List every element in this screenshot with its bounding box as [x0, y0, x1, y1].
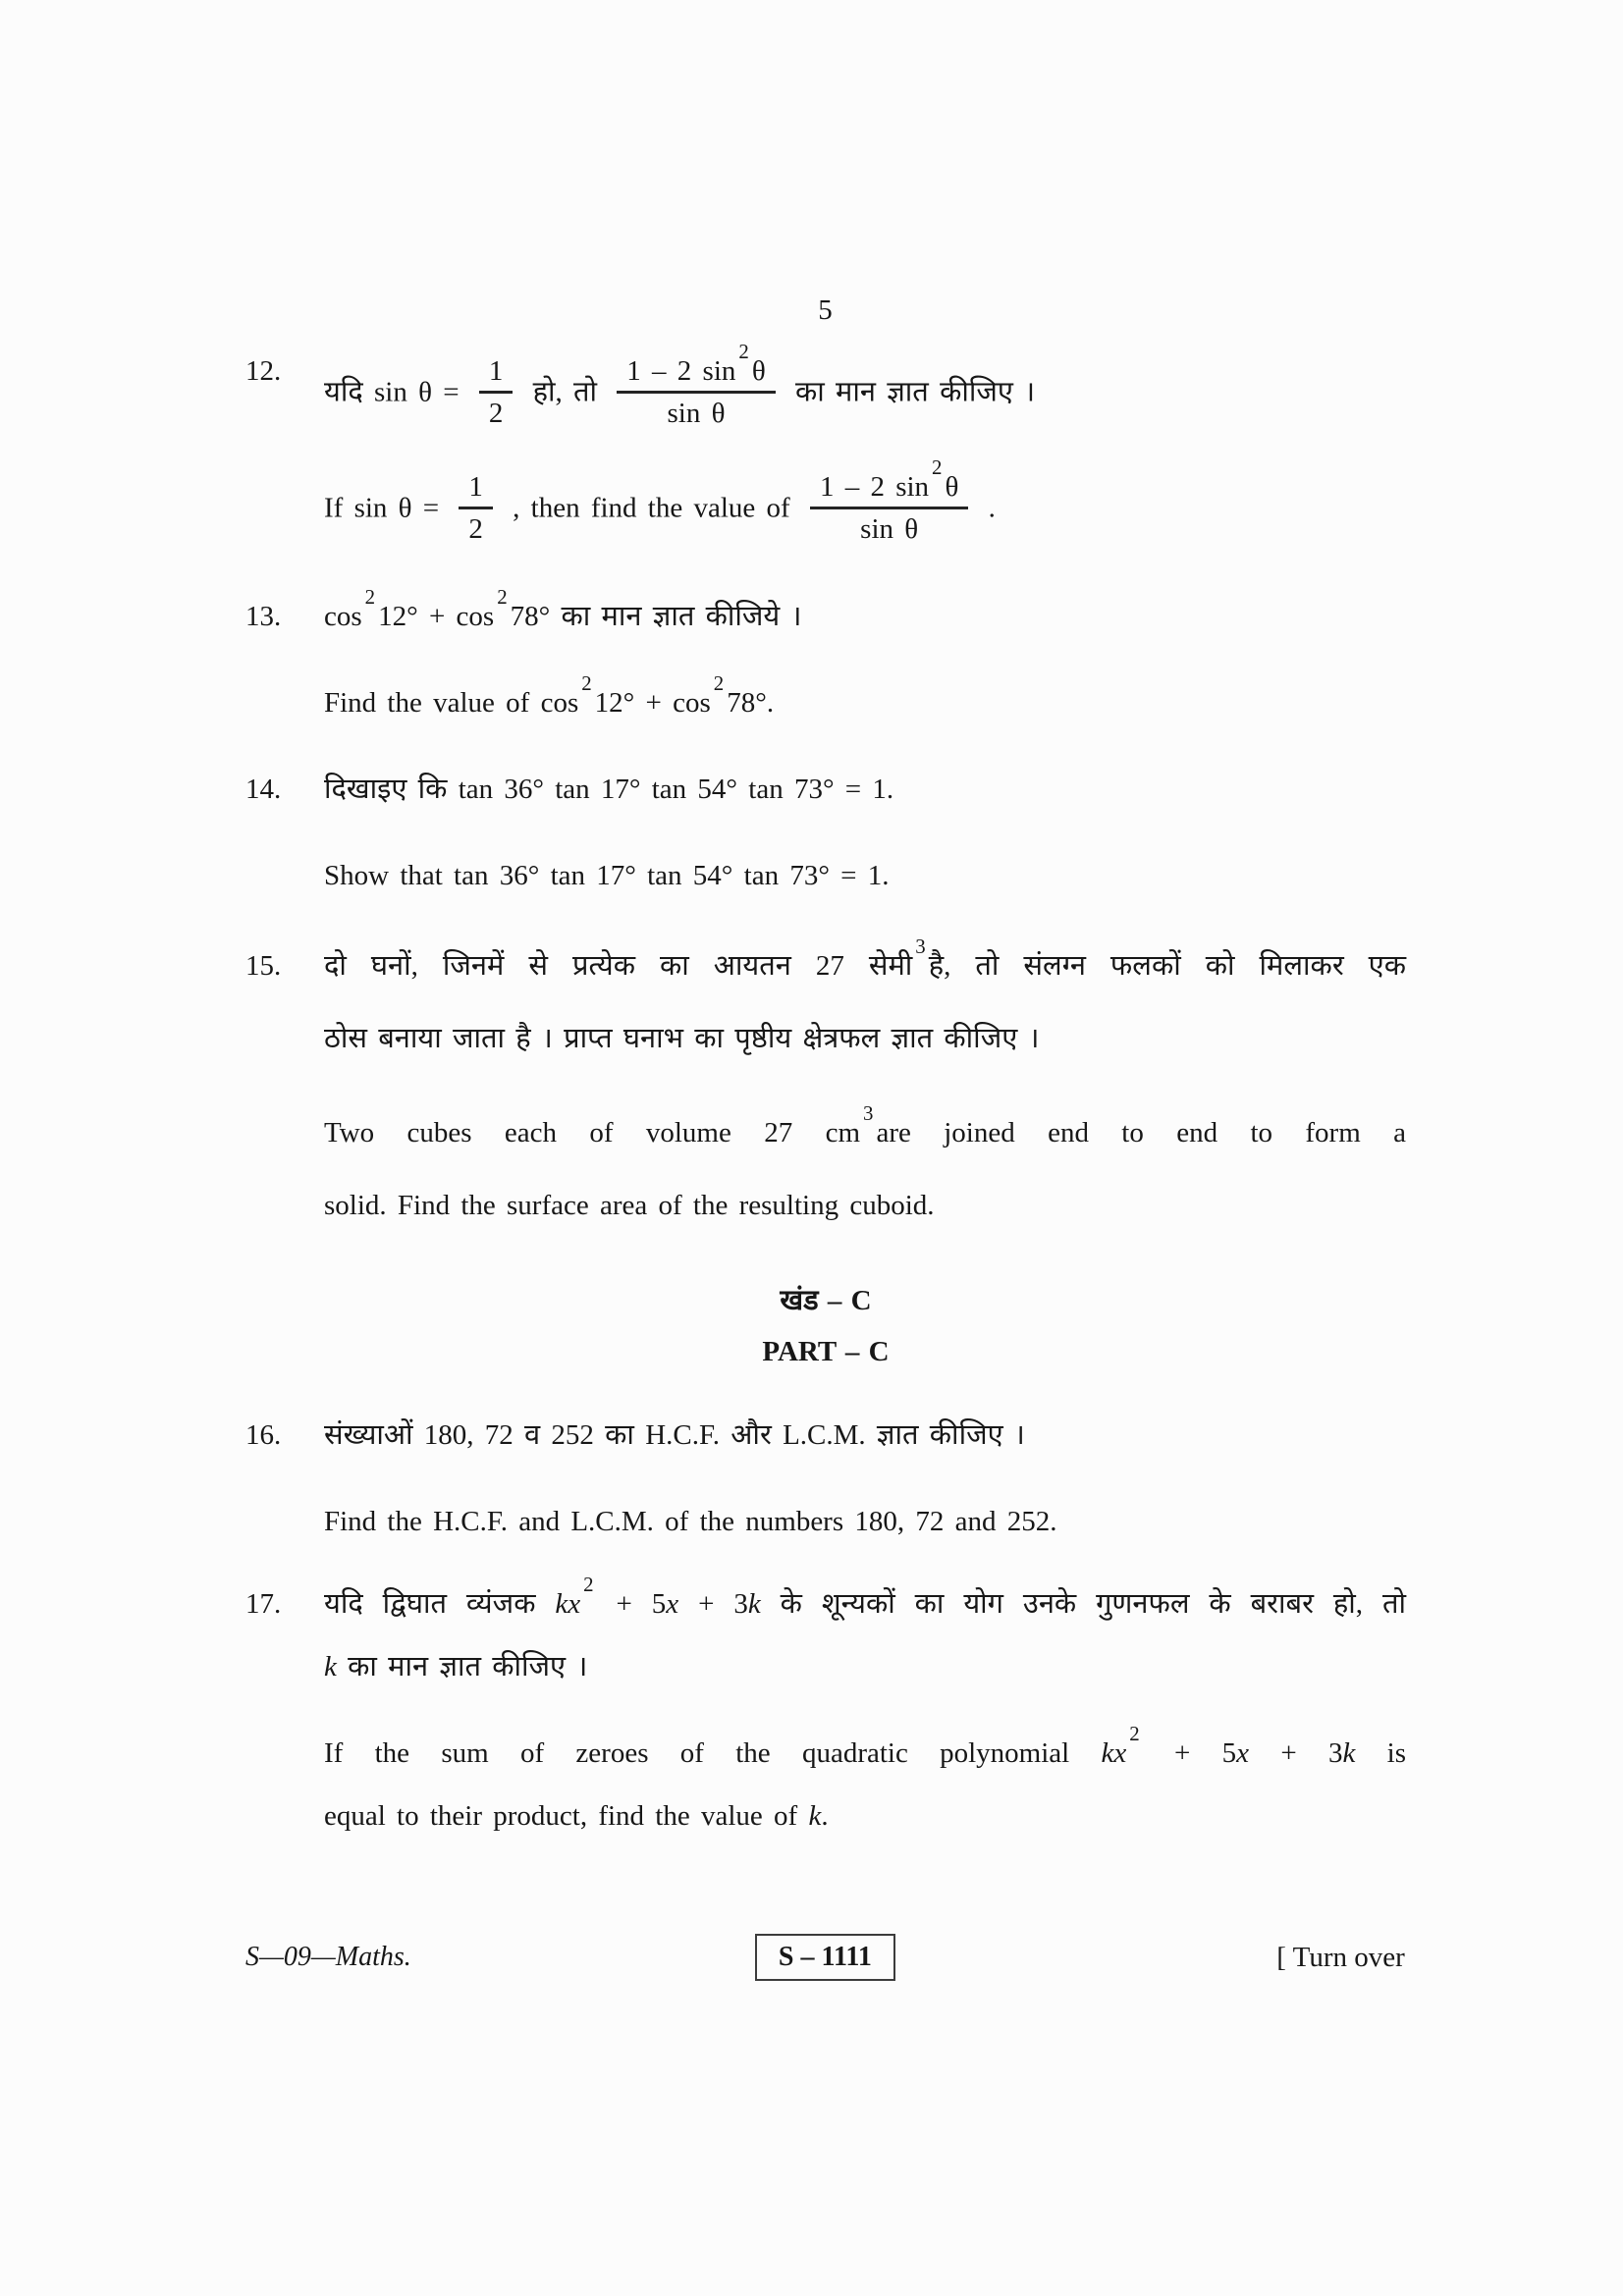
question-14-hindi-text: दिखाइए कि tan 36° tan 17° tan 54° tan 73° = 1.: [324, 773, 894, 805]
paper-number-box: S – 1111: [755, 1934, 895, 1981]
question-17-english-line-1: If the sum of zeroes of the quadratic polynomial $kx^2 + 5x + 3k$ is: [324, 1721, 1407, 1769]
question-15: [245, 934, 1406, 1280]
question-16-hindi-text: संख्याओं 180, 72 व 252 का H.C.F. और L.C.M. ज्ञात कीजिए ।: [324, 1418, 1025, 1451]
question-13: [245, 584, 1406, 770]
question-13-english-text: Find the value of $\cos^212^\circ + \cos^278^\circ$.: [324, 670, 775, 719]
question-12: [245, 339, 1406, 597]
question-17-english-line-2: equal to their product, find the value of k.: [324, 1799, 829, 1832]
turn-over-note: [ Turn over: [1276, 1941, 1405, 1973]
question-16: [245, 1415, 1406, 1584]
question-17-hindi-line-1: यदि द्विघात व्यंजक $kx^2 + 5x + 3k$ के शून्यकों का योग उनके गुणनफल के बराबर हो, तो: [324, 1572, 1407, 1620]
page-number: 5: [818, 294, 834, 326]
question-15-english-line-2: solid. Find the surface area of the resulting cuboid.: [324, 1189, 935, 1221]
question-17-hindi-line-2: k का मान ज्ञात कीजिए ।: [324, 1650, 588, 1682]
question-15-hindi-line-2: ठोस बनाया जाता है । प्राप्त घनाभ का पृष्ठीय क्षेत्रफल ज्ञात कीजिए ।: [324, 1022, 1040, 1054]
paper-code: S—09—Maths.: [245, 1942, 411, 1972]
question-17: [245, 1572, 1407, 1836]
fraction: $\frac{1}{2}$: [459, 470, 493, 545]
question-15-english-line-1: Two cubes each of volume 27 $cm^3are$ joined end to end to form a: [324, 1100, 1406, 1148]
question-14: [245, 770, 1406, 946]
question-16-english-text: Find the H.C.F. and L.C.M. of the numbers 180, 72 and 252.: [324, 1505, 1057, 1537]
question-12-number: 12.: [245, 355, 282, 387]
question-13-number: 13.: [245, 600, 282, 632]
question-17-number: 17.: [245, 1587, 282, 1620]
question-13-hindi-text: $\cos^212^\circ + \cos^278^\circ$ का मान ज्ञात कीजिये ।: [324, 584, 802, 632]
fraction: $\frac{1}{2}$: [479, 354, 514, 429]
section-heading-english: PART – C: [762, 1335, 890, 1367]
section-heading-hindi: खंड – C: [780, 1284, 872, 1316]
fraction: $\frac{1 - 2 \sin^2\theta}{\text{sin θ}}$: [810, 470, 968, 545]
question-14-english-text: Show that tan 36° tan 17° tan 54° tan 73° = 1.: [324, 859, 890, 891]
question-15-number: 15.: [245, 949, 282, 982]
question-14-number: 14.: [245, 773, 282, 805]
question-12-english-text: If sin θ = $\frac{1}{2}$ , then find the value of $\frac{1 - 2 \sin^2\theta}{\text{sin θ}}$ .: [324, 454, 996, 546]
fraction: $\frac{1 - 2 \sin^2\theta}{\text{sin θ}}$: [617, 354, 775, 429]
question-15-hindi-line-1: दो घनों, जिनमें से प्रत्येक का आयतन 27 सेमी$^3$है, तो संलग्न फलकों को मिलाकर एक: [324, 934, 1406, 982]
question-16-number: 16.: [245, 1418, 282, 1451]
question-12-hindi-text: यदि sin θ = $\frac{1}{2}$ हो, तो $\frac{1 - 2 \sin^2\theta}{\text{sin θ}}$ का मान ज्ञात कीजिए ।: [324, 339, 1036, 430]
page-footer: [245, 1934, 1406, 1981]
